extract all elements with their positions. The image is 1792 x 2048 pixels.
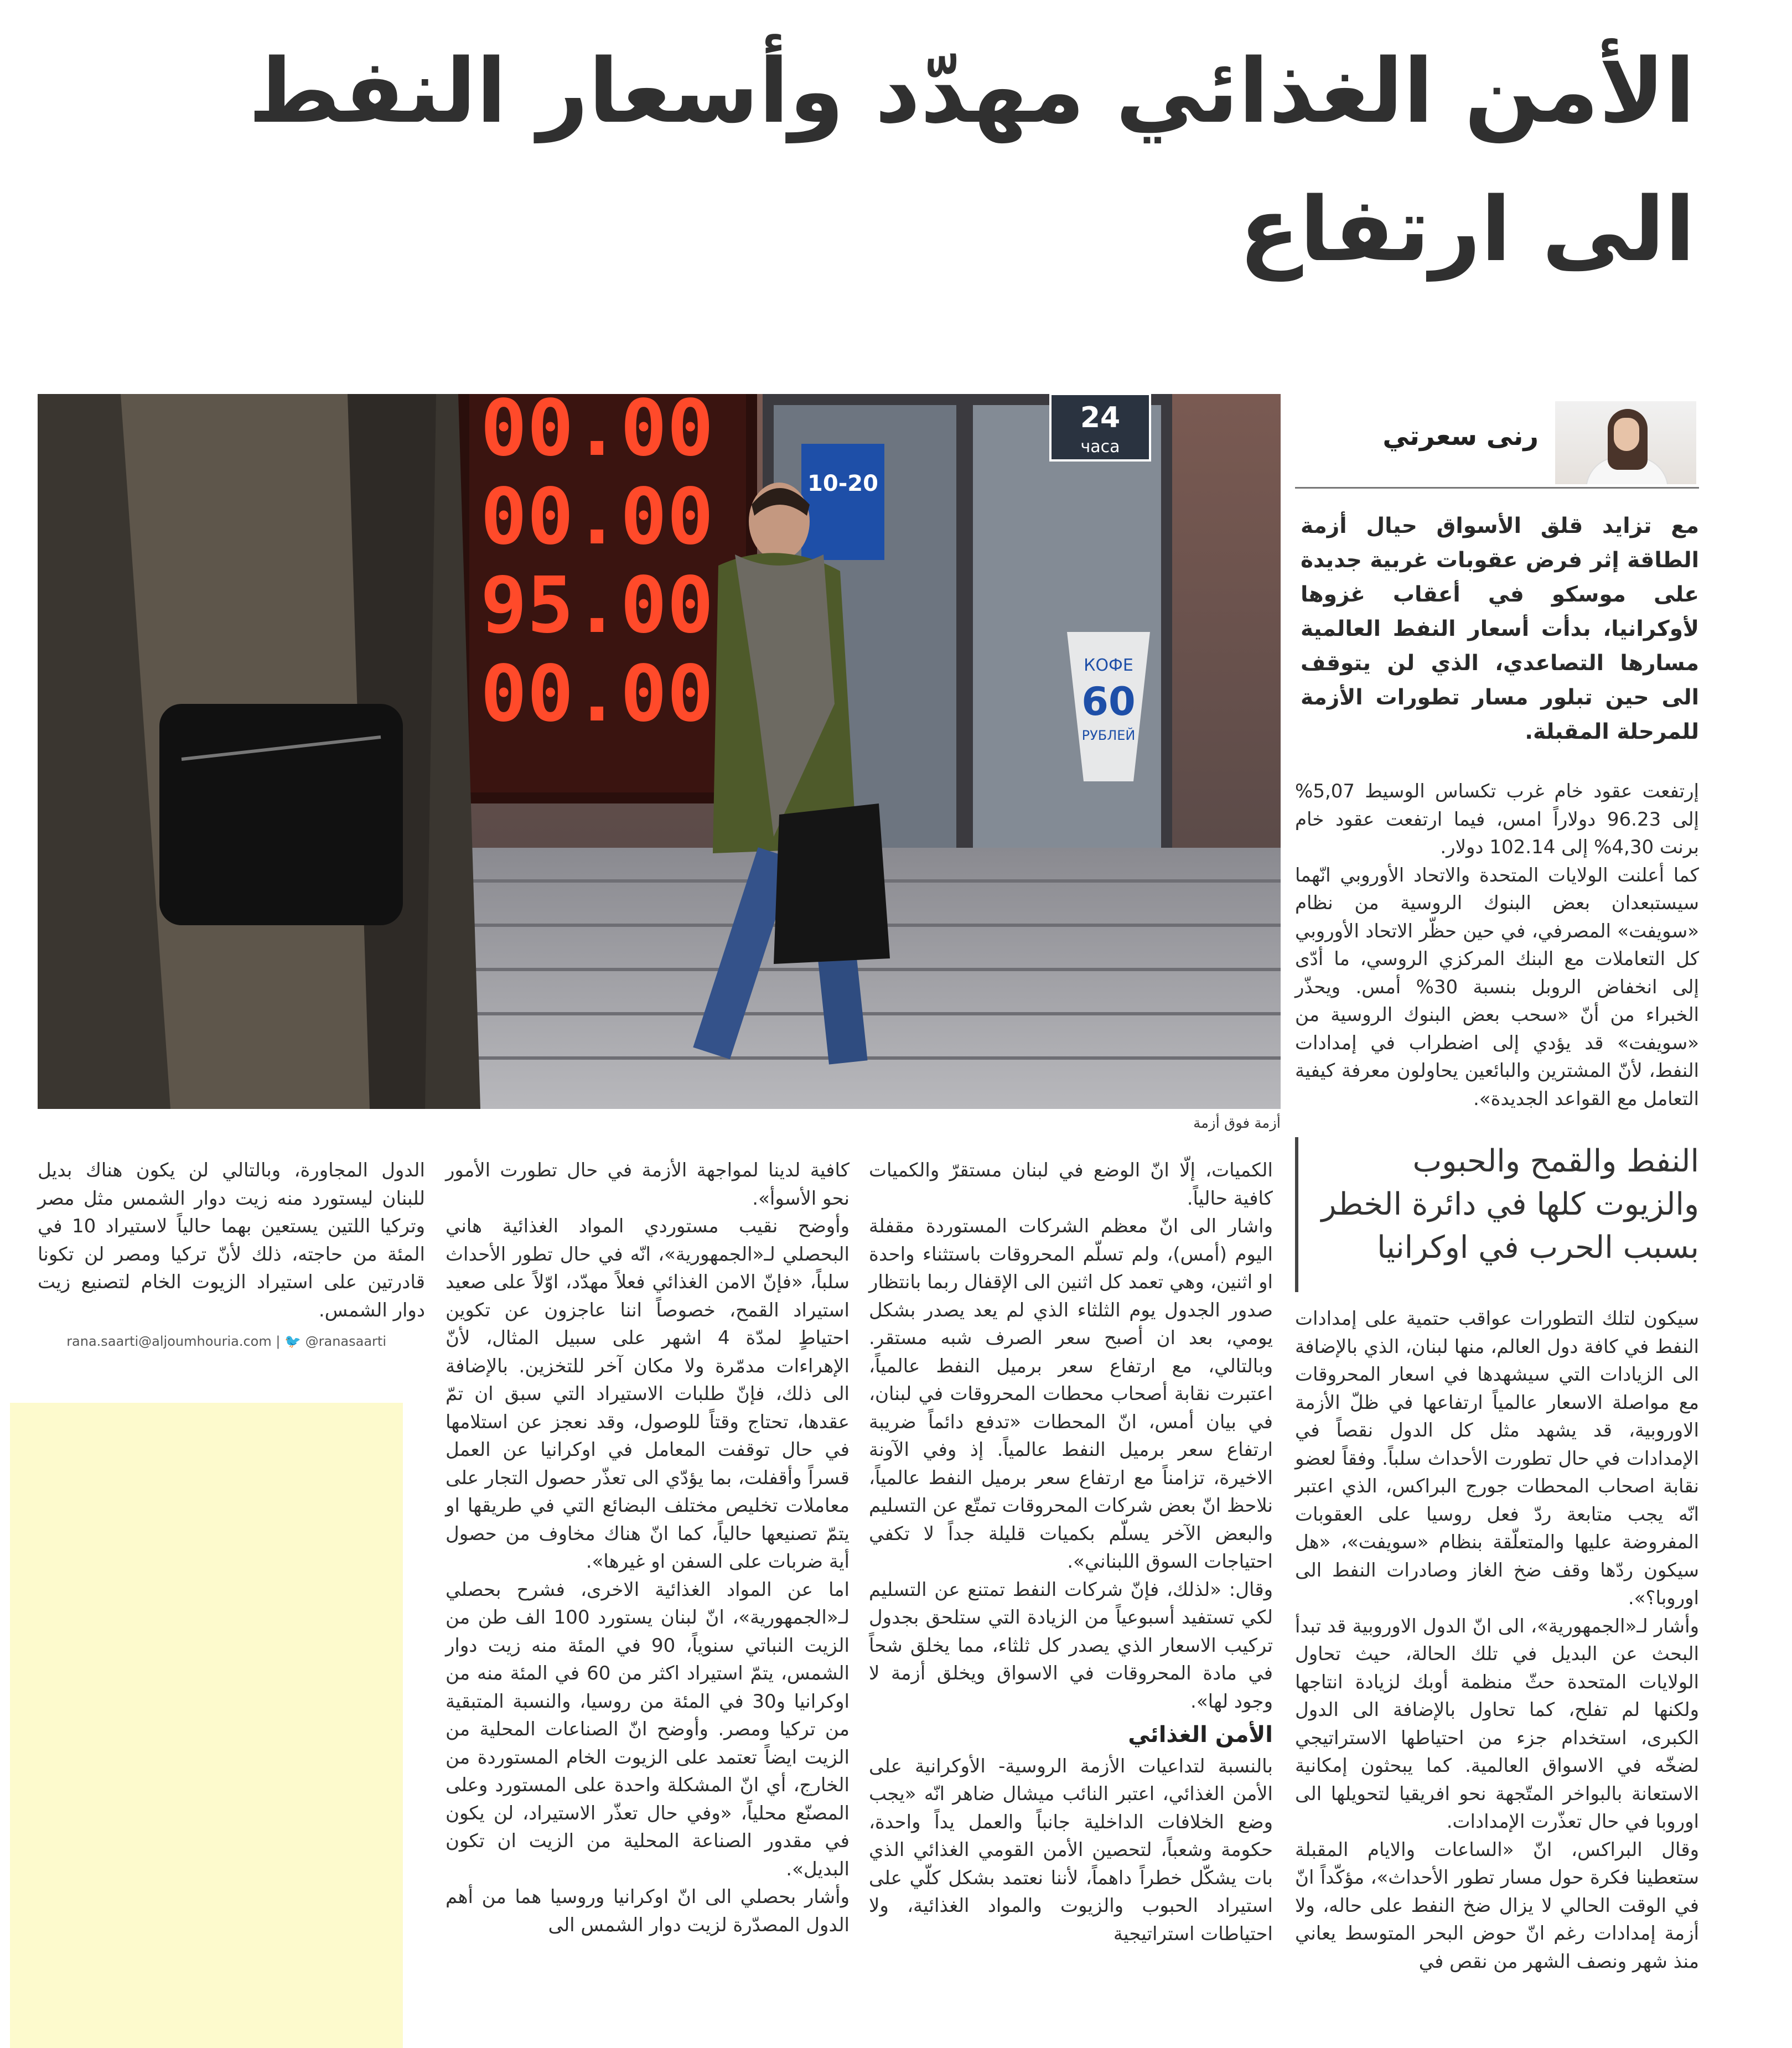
column-1	[1295, 777, 1699, 1113]
paragraph: وقال: «لذلك، فإنّ شركات النفط تمتنع عن التسليم لكي تستفيد أسبوعياً من الزيادة التي ستلحق بجدول تركيب الاسعار الذي يصدر كل ثلثاء، مما يخلق شحاً في مادة المحروقات في الاسواق ويخلق أزمة لا وجود لها».	[869, 1578, 1273, 1713]
author-twitter-handle[interactable]: @ranasaarti	[305, 1334, 386, 1349]
paragraph: كافية لدينا لمواجهة الأزمة في حال تطورت الأمور نحو الأسوأ».	[446, 1159, 850, 1210]
paragraph: وأوضح نقيب مستوردي المواد الغذائية هاني البحصلي لـ«الجمهورية»، انّه في حال تطور الأحداث سلباً، «فإنّ الامن الغذائي فعلاً مهدّد، اوّلاً على صعيد استيراد القمح، خصوصاً اننا عاجزون عن تكوين احتياطٍ لمدّة 4 اشهر على سبيل المثال، لأنّ الإهراءات مدمّرة ولا مكان آخر للتخزين. بالإضافة الى ذلك، فإنّ طلبات الاستيراد التي سبق ان تمّ عقدها، تحتاج وقتاً للوصول، وقد نعجز عن استلامها في حال توقفت المعامل في اوكرانيا عن العمل قسراً وأقفلت، بما يؤدّي الى تعذّر حصول التجار على معاملات تخليص مختلف البضائع التي في طريقها او يتمّ تصنيعها حالياً، كما انّ هناك مخاوف من حصول أية ضربات على السفن او غيرها».	[446, 1215, 850, 1573]
paragraph: وأشار بحصلي الى انّ اوكرانيا وروسيا هما من أهم الدول المصدّرة لزيت دوار الشمس الى	[446, 1886, 850, 1936]
sign-24: 24	[1080, 401, 1121, 434]
paragraph: اما عن المواد الغذائية الاخرى، فشرح بحصلي لـ«الجمهورية»، انّ لبنان يستورد 100 الف طن من الزيت النباتي سنوياً، 90 في المئة منه زيت دوار الشمس، يتمّ استيراد اكثر من 60 في المئة منه من اوكرانيا و30 في المئة من روسيا، والنسبة المتبقية من تركيا ومصر. وأوضح انّ الصناعات المحلية من الزيت ايضاً تعتمد على الزيوت الخام المستوردة من الخارج، أي انّ المشكلة واحدة على المستورد وعلى المصنّع محلياً، «وفي حال تعذّر الاستيراد، لن يكون في مقدور الصناعة المحلية من الزيت ان تكون البديل».	[446, 1578, 850, 1880]
paragraph: كما أعلنت الولايات المتحدة والاتحاد الأوروبي انّهما سيستبعدان بعض البنوك الروسية من نظام «سويفت» المصرفي، في حين حظّر الاتحاد الأوروبي كل التعاملات مع البنك المركزي الروسي، ما أدّى إلى انخفاض الروبل بنسبة 30% أمس. ويحذّر الخبراء من أنّ «سحب بعض البنوك الروسية من «سويفت» قد يؤدي إلى اضطراب في إمدادات النفط، لأنّ المشترين والبائعين يحاولون معرفة كيفية التعامل مع القواعد الجديدة».	[1295, 864, 1699, 1110]
pull-quote-box	[1295, 1137, 1699, 1292]
photo-caption: أزمة فوق أزمة	[1193, 1115, 1281, 1132]
paragraph: إرتفعت عقود خام غرب تكساس الوسيط 5,07% إلى 96.23 دولاراً امس، فيما ارتفعت عقود خام برنت 4,30% إلى 102.14 دولار.	[1295, 780, 1700, 858]
article-photo	[38, 394, 1281, 1109]
headline-line-2: الى ارتفاع	[1239, 178, 1695, 281]
column-3	[446, 1157, 850, 1939]
paragraph: الكميات، إلّا انّ الوضع في لبنان مستقرّ والكميات كافية حالياً.	[869, 1159, 1273, 1210]
coffee-unit: РУБЛЕЙ	[1081, 728, 1136, 743]
lead-paragraph: مع تزايد قلق الأسواق حيال أزمة الطاقة إثر فرض عقوبات غربية جديدة على موسكو في أعقاب غزوها لأوكرانيا، بدأت أسعار النفط العالمية مسارها التصاعدي، الذي لن يتوقف الى حين تبلور مسار تطورات الأزمة للمرحلة المقبلة.	[1301, 514, 1699, 744]
headline	[90, 22, 1695, 299]
author-name: رنى سعرتي	[1382, 421, 1539, 452]
sign-chasa: часа	[1080, 437, 1120, 457]
photo-illustration	[38, 394, 1281, 1109]
pull-quote: النفط والقمح والحبوب والزيوت كلها في دائرة الخطر بسبب الحرب في اوكرانيا	[1321, 1143, 1699, 1266]
rate-line-2: 00.00	[480, 472, 714, 562]
paragraph: واشار الى انّ معظم الشركات المستوردة مقفلة اليوم (أمس)، ولم تسلّم المحروقات باستثناء واحدة او اثنين، وهي تعمد كل اثنين الى الإقفال ربما بانتظار صدور الجدول يوم الثلثاء الذي لم يعد يصدر بشكل يومي، بعد ان أصبح سعر الصرف شبه مستقر. وبالتالي، مع ارتفاع سعر برميل النفط عالمياً، اعتبرت نقابة أصحاب محطات المحروقات في لبنان، في بيان أمس، انّ المحطات «تدفع دائماً ضريبة ارتفاع سعر برميل النفط عالمياً. إذ وفي الآونة الاخيرة، تزامناً مع ارتفاع سعر برميل النفط عالمياً، نلاحظ انّ بعض شركات المحروقات تمتّع عن التسليم والبعض الآخر يسلّم بكميات قليلة جداً لا تكفي احتياجات السوق اللبناني».	[869, 1215, 1273, 1573]
ad-placeholder-box	[10, 1403, 403, 2048]
coffee-price: 60	[1081, 679, 1136, 724]
coffee-text: КОФЕ	[1084, 656, 1133, 675]
paragraph: بالنسبة لتداعيات الأزمة الروسية- الأوكرانية على الأمن الغذائي، اعتبر النائب ميشال ضاهر انّه «يجب وضع الخلافات الداخلية جانباً والعمل يداً واحدة، حكومة وشعباً، لتحصين الأمن القومي الغذائي الذي بات يشكّل خطراً داهماً، لأننا نعتمد بشكل كلّي على استيراد الحبوب والزيوت والمواد الغذائية، ولا احتياطات استراتيجية	[869, 1755, 1273, 1945]
author-divider	[1295, 487, 1699, 489]
rate-line-3: 95.00	[480, 561, 714, 651]
twitter-icon: 🐦	[284, 1334, 301, 1349]
rate-line-4: 00.00	[480, 649, 714, 739]
author-photo	[1555, 401, 1696, 484]
author-email[interactable]: rana.saarti@aljoumhouria.com	[66, 1334, 272, 1349]
headline-line-1: الأمن الغذائي مهدّد وأسعار النفط	[248, 39, 1695, 143]
blue-sign-hours: 10-20	[807, 471, 878, 496]
section-subhead: الأمن الغذائي	[1128, 1722, 1273, 1748]
signature-separator: |	[276, 1334, 281, 1349]
rate-line-1: 00.00	[480, 394, 714, 474]
paragraph: الدول المجاورة، وبالتالي لن يكون هناك بديل للبنان ليستورد منه زيت دوار الشمس مثل مصر وتركيا اللتين يستعين بهما حالياً لاستيراد 10 في المئة من حاجته، ذلك لأنّ تركيا ومصر لن تكونا قادرتين على استيراد الزيوت الخام لتصنيع زيت دوار الشمس.	[38, 1159, 425, 1321]
paragraph: وقال البراكس، انّ «الساعات والايام المقبلة ستعطينا فكرة حول مسار تطور الأحداث»، مؤكّداً انّ في الوقت الحالي لا يزال ضخ النفط على حاله، ولا أزمة إمدادات رغم انّ حوض البحر المتوسط يعاني منذ شهر ونصف الشهر من نقص في	[1295, 1838, 1699, 1973]
column-1-continued	[1295, 1305, 1699, 1976]
pull-quote-rule	[1295, 1137, 1298, 1292]
author-signature	[38, 1334, 386, 1349]
column-4	[38, 1157, 425, 1324]
paragraph: سيكون لتلك التطورات عواقب حتمية على إمدادات النفط في كافة دول العالم، منها لبنان، الذي بالإضافة الى الزيادات التي سيشهدها في اسعار المحروقات مع مواصلة الاسعار عالمياً ارتفاعها في ظلّ الأزمة الاوروبية، قد يشهد مثل كل الدول نقصاً في الإمدادات في حال تطورت الأحداث سلباً. وفقاً لعضو نقابة اصحاب المحطات جورج البراكس، الذي اعتبر انّه يجب متابعة ردّ فعل روسيا على العقوبات المفروضة عليها والمتعلّقة بنظام «سويفت»، «هل سيكون ردّها وقف ضخ الغاز وصادرات النفط الى اوروبا؟».	[1295, 1308, 1699, 1609]
paragraph: وأشار لـ«الجمهورية»، الى انّ الدول الاوروبية قد تبدأ البحث عن البديل في تلك الحالة، حيث تحاول الولايات المتحدة حثّ منظمة أوبك لزيادة انتاجها ولكنها لم تفلح، كما تحاول بالإضافة الى الدول الكبرى، استخدام جزء من احتياطها الاستراتيجي لضخّه في الاسواق العالمية. كما يبحثون إمكانية الاستعانة بالبواخر المتّجهة نحو افريقيا لتحويلها الى اوروبا في حال تعذّرت الإمدادات.	[1295, 1615, 1699, 1833]
column-2	[869, 1157, 1273, 1948]
